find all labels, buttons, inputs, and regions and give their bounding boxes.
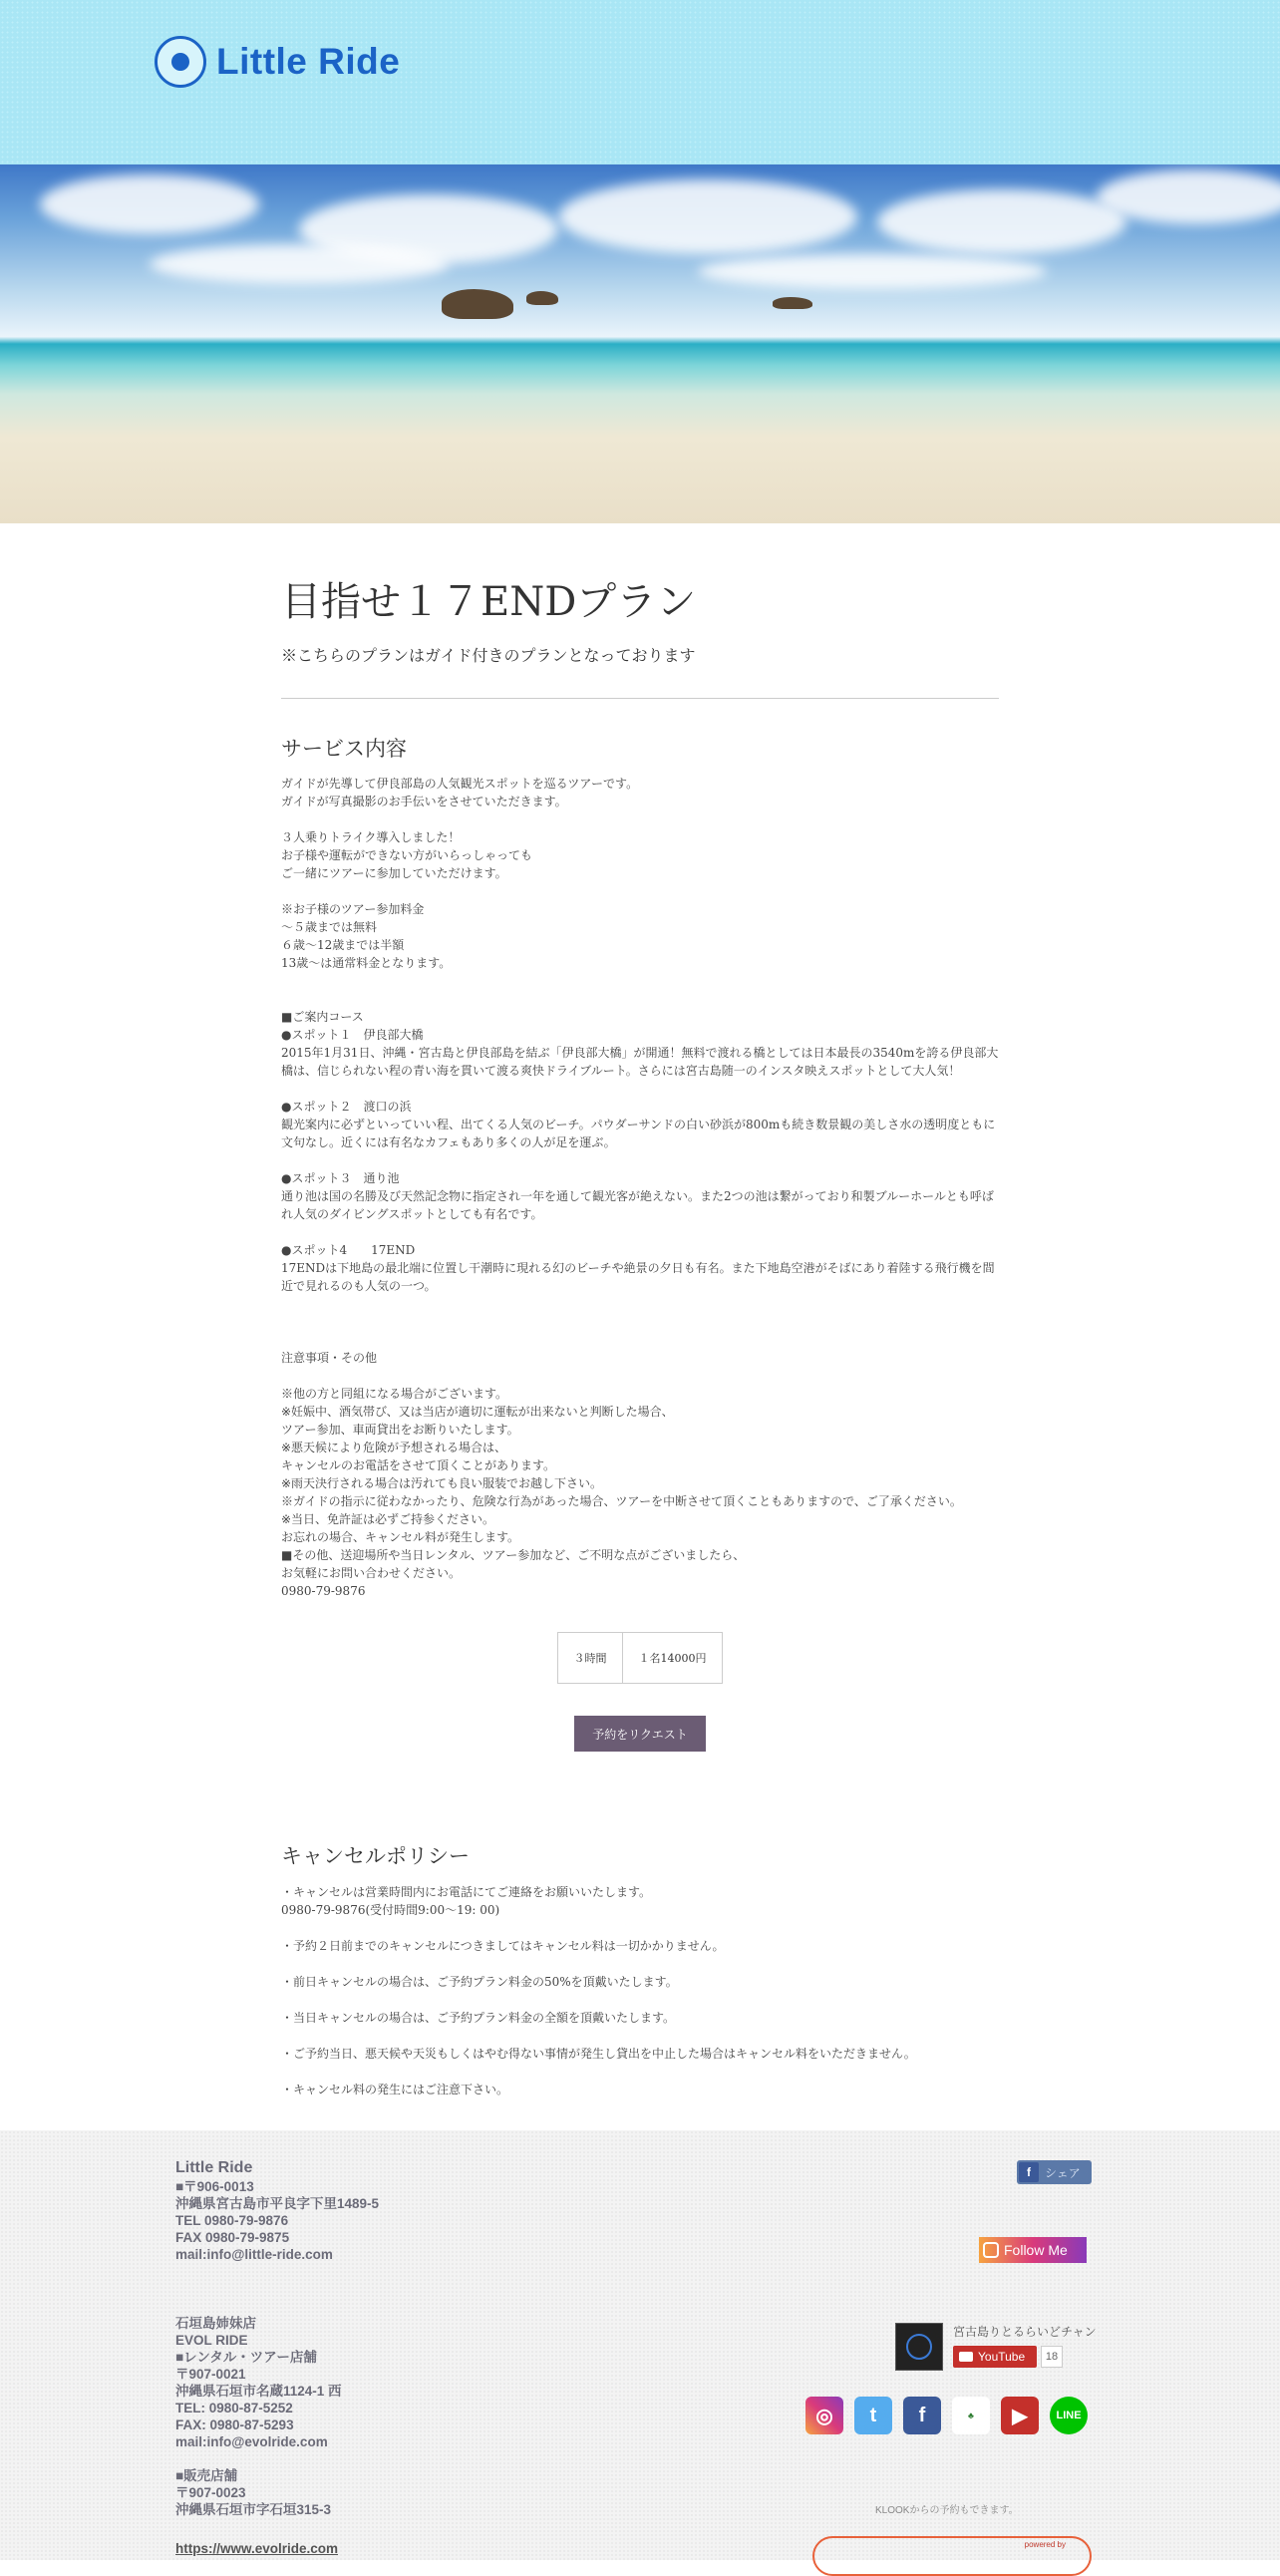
channel-avatar[interactable]: [895, 2323, 943, 2371]
service-heading: サービス内容: [281, 737, 407, 761]
follow-label: Follow Me: [1004, 2242, 1068, 2258]
youtube-icon[interactable]: ▶: [1001, 2397, 1039, 2434]
line-icon[interactable]: LINE: [1050, 2397, 1088, 2434]
page-title: 目指せ１７ENDプラン: [281, 579, 697, 625]
instagram-icon[interactable]: ◎: [805, 2397, 843, 2434]
twitter-icon[interactable]: t: [854, 2397, 892, 2434]
plan-subtitle: ※こちらのプランはガイド付きのプランとなっております: [281, 646, 696, 665]
plan-price: １名14000円: [638, 1652, 707, 1665]
site-logo[interactable]: [155, 36, 400, 88]
web-booking-button[interactable]: [812, 2536, 1092, 2576]
instagram-icon: [983, 2242, 999, 2258]
divider: [281, 698, 999, 699]
cancel-policy-text: ・キャンセルは営業時間内にお電話にてご連絡をお願いいたします。 0980-79-9876(受付時間9:00〜19: 00) ・予約２日前までのキャンセルにつきましてはキャンセル料は一切かかりません。 ・前日キャンセルの場合は、ご予約プラン料金の50%を頂戴いたします。 ・当日キャンセルの場合は、ご予約プラン料金の全額を頂戴いたします。 ・ご予約当日、悪天候や天災もしくはやむ得ない事情が発生し貸出を中止した場合はキャンセル料をいただきません。 ・キャンセル料の発生にはご注意下さい。: [281, 1885, 916, 2096]
instagram-follow-button[interactable]: [979, 2237, 1087, 2263]
plan-duration: ３時間: [558, 1633, 623, 1683]
youtube-subscribe-widget: [895, 2323, 1100, 2373]
powered-by-label: powered by: [1024, 2540, 1066, 2549]
footer-sister-store: 石垣島姉妹店 EVOL RIDE ■レンタル・ツアー店舗 〒907-0021 沖縄県石垣市名蔵1124-1 西 TEL: 0980-87-5252 FAX: 0980-87-5293 mail:info@evolride.com ■販売店舗 〒907-0023 沖縄県石垣市字石垣315-3: [175, 2316, 342, 2517]
youtube-icon: [959, 2352, 973, 2362]
footer-company-name: Little Ride: [175, 2159, 253, 2176]
facebook-icon[interactable]: f: [903, 2397, 941, 2434]
share-label: シェア: [1045, 2165, 1081, 2180]
footer-site-link[interactable]: https://www.evolride.com: [175, 2541, 339, 2556]
youtube-subscribe-button[interactable]: [953, 2346, 1037, 2368]
facebook-icon: f: [1019, 2162, 1039, 2182]
request-booking-button[interactable]: 予約をリクエスト: [574, 1716, 706, 1752]
plan-details: [557, 1632, 723, 1684]
youtube-label: YouTube: [978, 2350, 1026, 2364]
hero-beach-image: [0, 164, 1280, 523]
ameba-blog-icon[interactable]: ♣: [952, 2397, 990, 2434]
footer-address: ■〒906-0013 沖縄県宮古島市平良字下里1489-5 TEL 0980-79-9876 FAX 0980-79-9875 mail:info@little-ride.com: [175, 2179, 380, 2262]
cancel-policy-heading: キャンセルポリシー: [281, 1844, 470, 1868]
service-description: ガイドが先導して伊良部島の人気観光スポットを巡るツアーです。 ガイドが写真撮影のお手伝いをさせていただきます。 ３人乗りトライク導入しました！ お子様や運転ができない方がいらっしゃっても ご一緒にツアーに参加していただけます。 ※お子様のツアー参加料金 〜５歳までは無料 ６歳〜12歳までは半額 13歳〜は通常料金となります。 ■ご案内コース ●スポット１ 伊良部大橋 2015年1月31日、沖縄・宮古島と伊良部島を結ぶ「伊良部大橋」が開通！無料で渡れる橋としては日本最長の3540mを誇る伊良部大橋は、信じられない程の青い海を貫いて渡る爽快ドライブルート。さらには宮古島随一のインスタ映えスポットとして大人気！ ●スポット２ 渡口の浜 観光案内に必ずといっていい程、出てくる人気のビーチ。パウダーサンドの白い砂浜が800mも続き数景観の美しさ水の透明度ともに文句なし。近くには有名なカフェもあり多くの人が足を運ぶ。 ●スポット３ 通り池 通り池は国の名勝及び天然記念物に指定され一年を通して観光客が絶えない。また2つの池は繋がっており和製ブルーホールとも呼ばれ人気のダイビングスポットとしても有名です。 ●スポット4 17END 17ENDは下地島の最北端に位置し干潮時に現れる幻のビーチや絶景の夕日も有名。また下地島空港がそばにあり着陸する飛行機を間近で見れるのも人気の一つ。 注意事項・その他 ※他の方と同組になる場合がございます。 ※妊娠中、酒気帯び、又は当店が適切に運転が出来ないと判断した場合、 ツアー参加、車両貸出をお断りいたします。 ※悪天候により危険が予想される場合は、 キャンセルのお電話をさせて頂くことがあります。 ※雨天決行される場合は汚れても良い服装でお越し下さい。 ※ガイドの指示に従わなかったり、危険な行為があった場合、ツアーを中断させて頂くこともありますので、ご了承ください。 ※当日、免許証は必ずご持参ください。 お忘れの場合、キャンセル料が発生します。 ■その他、送迎場所や当日レンタル、ツアー参加など、ご不明な点がございましたら、 お気軽にお問い合わせください。 0980-79-9876: [281, 777, 999, 1598]
site-header: [0, 0, 1280, 164]
logo-icon: [155, 36, 206, 88]
subscriber-count: 18: [1041, 2346, 1063, 2368]
klook-note: KLOOKからの予約もできます。: [875, 2505, 1019, 2516]
logo-text: Little Ride: [216, 41, 401, 82]
youtube-channel-name[interactable]: 宮古島りとるらいどチャン: [953, 2325, 1097, 2339]
facebook-share-button[interactable]: [1017, 2160, 1092, 2184]
